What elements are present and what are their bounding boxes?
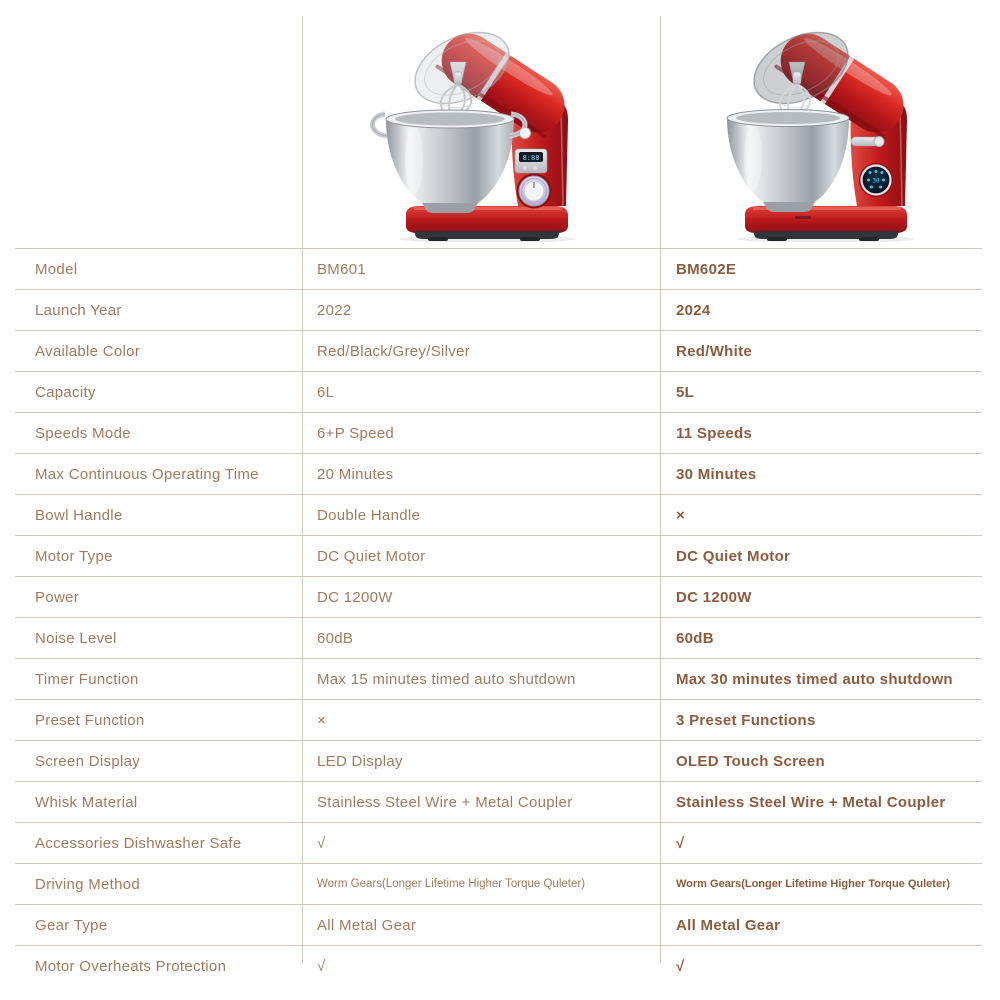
row-label: Bowl Handle	[35, 506, 123, 524]
value-bm601: DC 1200W	[317, 588, 393, 606]
value-bm601: Worm Gears(Longer Lifetime Higher Torque Quleter)	[317, 878, 586, 890]
value-bm602e: DC Quiet Motor	[676, 547, 791, 565]
row-label: Driving Method	[35, 875, 141, 893]
table-row	[15, 699, 982, 740]
value-bm601: √	[317, 957, 326, 975]
table-row	[15, 904, 982, 945]
row-label: Accessories Dishwasher Safe	[35, 834, 242, 852]
value-bm601: DC Quiet Motor	[317, 547, 426, 565]
table-row	[15, 494, 982, 535]
table-row	[15, 863, 982, 904]
value-bm601: All Metal Gear	[317, 916, 417, 934]
table-row	[15, 248, 982, 289]
table-row	[15, 658, 982, 699]
value-bm602e: Worm Gears(Longer Lifetime Higher Torque Quleter)	[676, 878, 951, 890]
row-label: Preset Function	[35, 711, 145, 729]
row-label: Motor Type	[35, 547, 113, 565]
value-bm601: BM601	[317, 260, 367, 278]
value-bm602e: √	[676, 834, 685, 852]
table-row	[15, 945, 982, 986]
table-row	[15, 535, 982, 576]
product-image-bm602e	[701, 10, 941, 242]
table-row	[15, 412, 982, 453]
table-row	[15, 453, 982, 494]
value-bm602e: Max 30 minutes timed auto shutdown	[676, 670, 953, 688]
table-row	[15, 289, 982, 330]
value-bm602e: 2024	[676, 301, 711, 319]
row-label: Whisk Material	[35, 793, 138, 811]
svg-text:30: 30	[872, 177, 880, 185]
row-label: Capacity	[35, 383, 96, 401]
value-bm601: Double Handle	[317, 506, 421, 524]
value-bm601: 20 Minutes	[317, 465, 394, 483]
row-label: Noise Level	[35, 629, 117, 647]
table-row	[15, 822, 982, 863]
row-label: Power	[35, 588, 80, 606]
product-image-bm601	[362, 10, 602, 242]
row-label: Speeds Mode	[35, 424, 131, 442]
spec-table	[15, 248, 982, 986]
svg-text:8:88: 8:88	[522, 154, 540, 162]
value-bm602e: 60dB	[676, 629, 714, 647]
table-row	[15, 576, 982, 617]
value-bm602e: Stainless Steel Wire + Metal Coupler	[676, 793, 946, 811]
table-row	[15, 371, 982, 412]
row-label: Motor Overheats Protection	[35, 957, 227, 975]
value-bm602e: 3 Preset Functions	[676, 711, 816, 729]
row-label: Screen Display	[35, 752, 141, 770]
spec-table-rows	[15, 248, 982, 986]
row-label: Model	[35, 260, 78, 278]
value-bm601: 6+P Speed	[317, 424, 395, 442]
value-bm602e: BM602E	[676, 260, 737, 278]
table-row	[15, 740, 982, 781]
value-bm601: Red/Black/Grey/Silver	[317, 342, 471, 360]
value-bm601: Max 15 minutes timed auto shutdown	[317, 670, 576, 688]
row-label: Available Color	[35, 342, 141, 360]
value-bm601: 2022	[317, 301, 352, 319]
table-row	[15, 781, 982, 822]
value-bm601: √	[317, 834, 326, 852]
value-bm602e: DC 1200W	[676, 588, 752, 606]
value-bm601: 60dB	[317, 629, 354, 647]
value-bm601: LED Display	[317, 752, 403, 770]
row-label: Max Continuous Operating Time	[35, 465, 259, 483]
value-bm602e: 30 Minutes	[676, 465, 757, 483]
value-bm602e: 5L	[676, 383, 695, 401]
value-bm601: 6L	[317, 383, 335, 401]
row-label: Timer Function	[35, 670, 139, 688]
value-bm602e: All Metal Gear	[676, 916, 781, 934]
value-bm602e: √	[676, 957, 685, 975]
table-row	[15, 617, 982, 658]
value-bm601: Stainless Steel Wire + Metal Coupler	[317, 793, 573, 811]
value-bm602e: 11 Speeds	[676, 424, 753, 442]
table-row	[15, 330, 982, 371]
value-bm602e: ×	[676, 506, 686, 524]
stand-mixer-touchscreen-illustration	[701, 10, 941, 242]
stand-mixer-knob-illustration	[362, 10, 602, 242]
row-label: Launch Year	[35, 301, 122, 319]
row-label: Gear Type	[35, 916, 108, 934]
value-bm602e: Red/White	[676, 342, 753, 360]
value-bm602e: OLED Touch Screen	[676, 752, 826, 770]
value-bm601: ×	[317, 711, 327, 729]
